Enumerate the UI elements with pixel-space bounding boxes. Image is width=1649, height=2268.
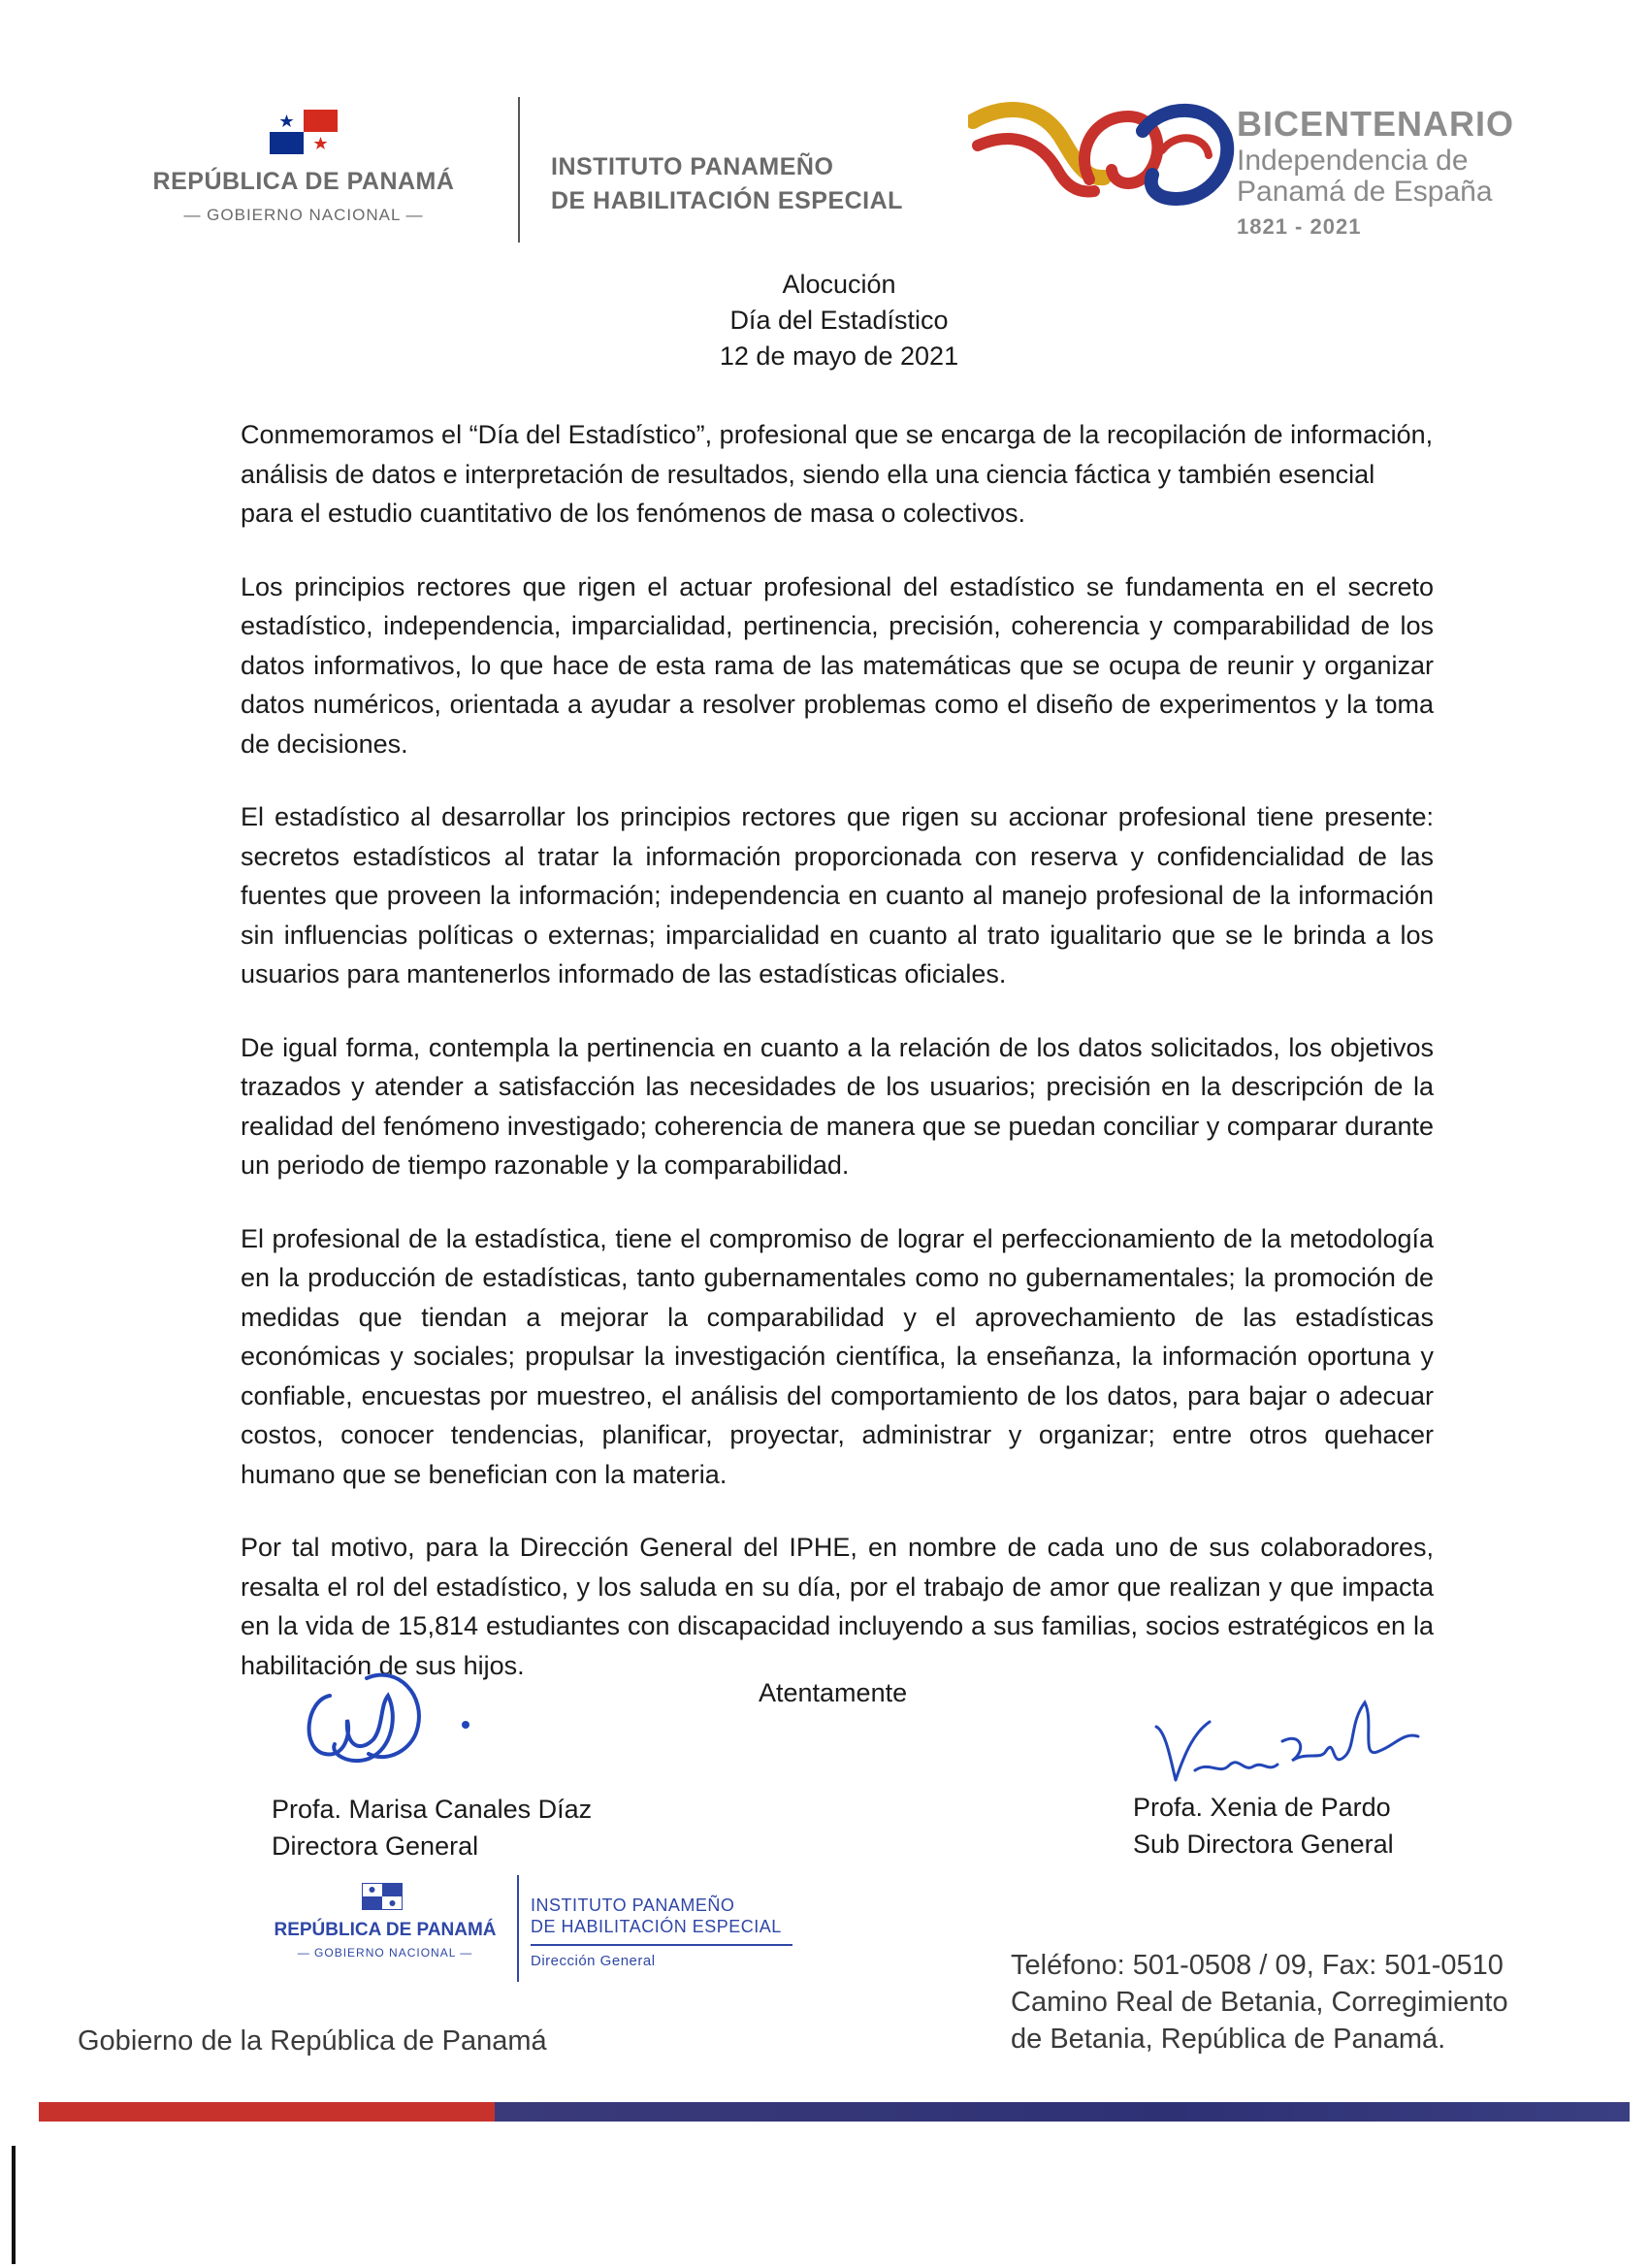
signatory-role: Sub Directora General (1133, 1830, 1394, 1859)
signature-canales (291, 1657, 495, 1793)
signatory-name: Profa. Xenia de Pardo (1133, 1793, 1391, 1822)
signatory-role: Directora General (272, 1831, 479, 1861)
title-line-3: 12 de mayo de 2021 (719, 341, 959, 371)
stamp-underline (531, 1944, 792, 1946)
bicentenario-line-1: Independencia de (1237, 145, 1469, 177)
letterhead (0, 92, 1649, 257)
contact-info (1011, 1947, 1508, 2057)
paragraph: Por tal motivo, para la Dirección General del IPHE, en nombre de cada uno de sus colaboradores, resalta el rol del estadístico, y los saluda en su día, por el trabajo de amor que realizan y que impacta en la vida de 15,814 estudiantes con discapacidad incluyendo a sus familias, socios estratégicos en la habilitación de sus hijos. (241, 1533, 1434, 1680)
signatory-subdirector (1133, 1789, 1394, 1863)
bicentenario-ribbon-logo (968, 92, 1235, 218)
title-line-2: Día del Estadístico (729, 306, 949, 335)
signature-pardo (1137, 1693, 1447, 1799)
footer-government: Gobierno de la República de Panamá (78, 2025, 547, 2057)
paragraph: Los principios rectores que rigen el actuar profesional del estadístico se fundamenta en el secreto estadístico, independencia, imparcialidad, pertinencia, precisión, coherencia y comparabilidad de los datos informativos, lo que hace de esta rama de las matemáticas que se ocupa de reunir y organizar datos numéricos, orientada a ayudar a resolver problemas como el diseño de experimentos y la toma de decisiones. (241, 571, 1434, 759)
bicentenario-subtitle (1237, 146, 1493, 208)
contact-address-1: Camino Real de Betania, Corregimiento (1011, 1987, 1508, 2018)
closing-salutation: Atentamente (759, 1678, 908, 1707)
bicentenario-years: 1821 - 2021 (1237, 214, 1362, 239)
stamp-divider (517, 1875, 519, 1982)
institute-name (551, 150, 903, 218)
republic-subtitle: — GOBIERNO NACIONAL — (183, 206, 424, 224)
stamp-institute-line-2: DE HABILITACIÓN ESPECIAL (531, 1917, 782, 1936)
paragraph: El estadístico al desarrollar los principios rectores que rigen su accionar profesional tiene presente: secretos estadísticos al tratar la información proporcionada con reserva y confidencialidad de las fuentes que proveen la información; independencia en cuanto al manejo profesional de la información sin influencias políticas o externas; imparcialidad en cuanto al trato igualitario que se le brinda a los usuarios para mantenerlos informado de las estadísticas oficiales. (241, 802, 1434, 988)
paragraph: Conmemoramos el “Día del Estadístico”, profesional que se encarga de la recopilación de información, análisis de datos e interpretación de resultados, siendo ella una ciencia fáctica y también esencial para el estudio cuantitativo de los fenómenos de masa o colectivos. (241, 420, 1434, 528)
institute-line-1: INSTITUTO PANAMEÑO (551, 153, 834, 180)
document-title (0, 267, 1649, 374)
institute-line-2: DE HABILITACIÓN ESPECIAL (551, 187, 903, 214)
panama-flag-icon (270, 110, 338, 154)
title-line-1: Alocución (782, 270, 896, 299)
contact-phone: Teléfono: 501-0508 / 09, Fax: 501-0510 (1011, 1950, 1504, 1981)
footer-band-blue (495, 2102, 1630, 2122)
stamp-department: Dirección General (531, 1953, 656, 1969)
official-stamp (267, 1875, 810, 1987)
contact-address-2: de Betania, República de Panamá. (1011, 2024, 1446, 2055)
signatory-director (272, 1791, 592, 1864)
bicentenario-title: BICENTENARIO (1237, 104, 1515, 144)
bicentenario-line-2: Panamá de España (1237, 176, 1493, 208)
paragraph: De igual forma, contempla la pertinencia en cuanto a la relación de los datos solicitados, los objetivos trazados y atender a satisfacción las necesidades de los usuarios; precisión en la descripción de la realidad del fenómeno investigado; coherencia de manera que se puedan conciliar y comparar durante un periodo de tiempo razonable y la comparabilidad. (241, 1032, 1434, 1180)
signatory-name: Profa. Marisa Canales Díaz (272, 1795, 593, 1824)
panama-flag-icon (362, 1883, 403, 1910)
stamp-institute-line-1: INSTITUTO PANAMEÑO (531, 1895, 735, 1915)
footer-color-band (39, 2102, 1630, 2122)
header-divider (518, 97, 520, 243)
footer-band-red (39, 2102, 495, 2122)
document-body (241, 415, 1434, 1719)
scan-edge-mark (12, 2146, 16, 2264)
stamp-republic-subtitle: — GOBIERNO NACIONAL — (297, 1946, 473, 1960)
stamp-republic-title: REPÚBLICA DE PANAMÁ (274, 1920, 497, 1940)
stamp-institute (531, 1895, 782, 1937)
republic-title: REPÚBLICA DE PANAMÁ (152, 168, 455, 195)
paragraph: El profesional de la estadística, tiene el compromiso de lograr el perfeccionamiento de la metodología en la producción de estadísticas, tanto gubernamentales como no gubernamentales; la promoción de medidas que tiendan a mejorar la comparabilidad y el aprovechamiento de las estadísticas económicas y sociales; propulsar la investigación científica, la enseñanza, la información oportuna y confiable, encuestas por muestreo, el análisis del comportamiento de los datos, para bajar o adecuar costos, conocer tendencias, planificar, proyectar, administrar y organizar; entre otros quehacer humano que se benefician con la materia. (241, 1223, 1434, 1489)
